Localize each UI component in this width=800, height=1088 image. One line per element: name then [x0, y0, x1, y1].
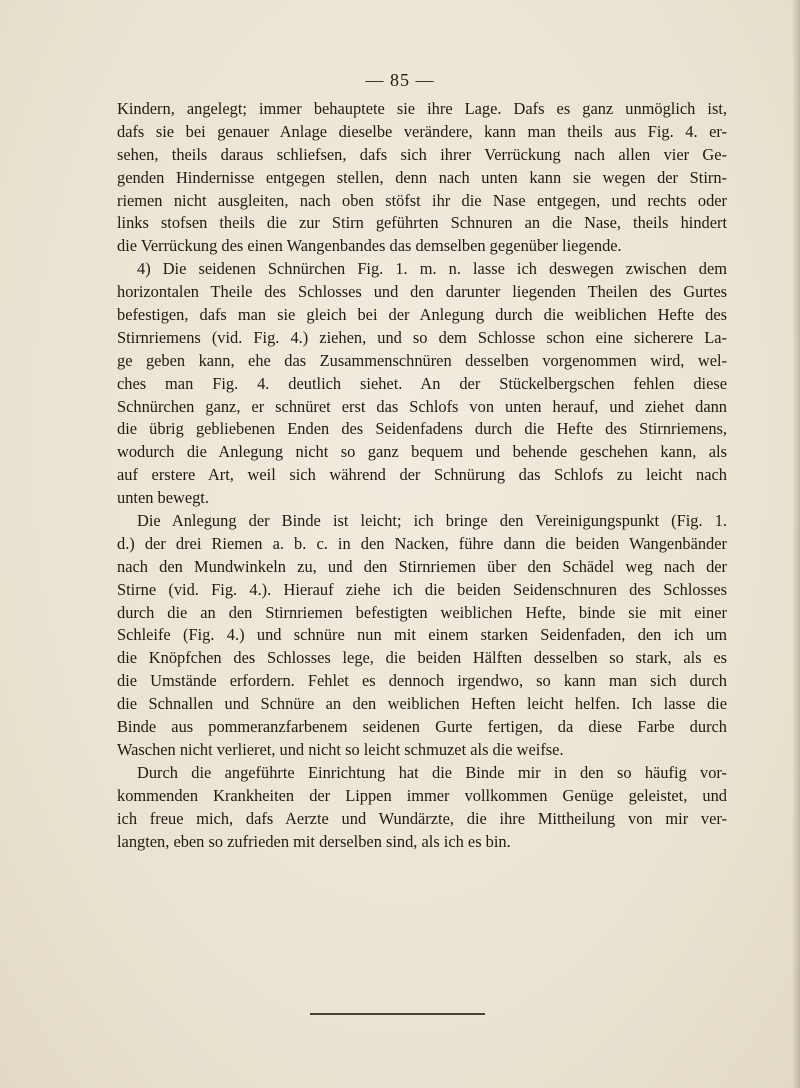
text-line: Waschen nicht verlieret, und nicht so leicht schmuzet als die weifse.: [117, 739, 564, 759]
text-line: die Verrückung des einen Wangenbandes das demselben gegenüber liegende.: [117, 236, 622, 256]
text-line: wodurch die Anlegung nicht so ganz bequem und behende geschehen kann, als: [117, 442, 727, 462]
text-line: horizontalen Theile des Schlosses und den darunter liegenden Theilen des Gurtes: [117, 282, 727, 302]
text-line: Kindern, angelegt; immer behauptete sie ihre Lage. Dafs es ganz unmöglich ist,: [117, 99, 727, 118]
text-line: ge geben kann, ehe das Zusammenschnüren desselben vorgenommen wird, wel-: [117, 350, 727, 370]
text-line: Binde aus pommeranzfarbenem seidenen Gurte fertigen, da diese Farbe durch: [117, 717, 727, 737]
text-line: langten, eben so zufrieden mit derselben sind, als ich es bin.: [117, 831, 511, 851]
page-number: — 85 —: [365, 70, 435, 90]
text-line: dafs sie bei genauer Anlage dieselbe verändere, kann man theils aus Fig. 4. er-: [117, 121, 727, 141]
text-line: Stirne (vid. Fig. 4.). Hierauf ziehe ich die beiden Seidenschnuren des Schlosses: [117, 579, 727, 599]
text-line: die übrig gebliebenen Enden des Seidenfadens durch die Hefte des Stirnriemens,: [117, 419, 727, 439]
text-line: Die Anlegung der Binde ist leicht; ich bringe den Vereinigungspunkt (Fig. 1.: [137, 511, 727, 531]
text-line: ich freue mich, dafs Aerzte und Wundärzte, die ihre Mittheilung von mir ver-: [117, 808, 727, 828]
text-line: sehen, theils daraus schliefsen, dafs sich ihrer Verrückung nach allen vier Ge-: [117, 144, 727, 164]
text-line: die Umstände erfordern. Fehlet es dennoch irgendwo, so kann man sich durch: [117, 671, 727, 691]
text-line: befestigen, dafs man sie gleich bei der Anlegung durch die weiblichen Hefte des: [117, 305, 727, 325]
text-line: genden Hindernisse entgegen stellen, denn nach unten kann sie wegen der Stirn-: [117, 167, 727, 187]
text-line: nach den Mundwinkeln zu, und den Stirnriemen über den Schädel weg nach der: [117, 556, 727, 576]
text-line: auf erstere Art, weil sich während der Schnürung das Schlofs zu leicht nach: [117, 465, 727, 485]
text-line: ches man Fig. 4. deutlich siehet. An der Stückelbergschen fehlen diese: [117, 373, 727, 393]
text-line: unten bewegt.: [117, 488, 209, 508]
text-line: Durch die angeführte Einrichtung hat die Binde mir in den so häufig vor-: [137, 762, 727, 782]
text-line: links stofsen theils die zur Stirn geführten Schnuren an die Nase, theils hindert: [117, 213, 727, 233]
text-line: Stirnriemens (vid. Fig. 4.) ziehen, und so dem Schlosse schon eine sicherere La-: [117, 327, 727, 347]
text-line: 4) Die seidenen Schnürchen Fig. 1. m. n. lasse ich deswegen zwischen dem: [137, 259, 727, 279]
page-edge-shadow: [792, 0, 800, 1088]
text-line: durch die an den Stirnriemen befestigten weiblichen Hefte, binde sie mit einer: [117, 602, 727, 622]
text-line: Schnürchen ganz, er schnüret erst das Schlofs von unten herauf, und ziehet dann: [117, 396, 727, 416]
closing-rule: [310, 1013, 485, 1015]
text-line: riemen nicht ausgleiten, nach oben stöfst ihr die Nase entgegen, und rechts oder: [117, 190, 727, 210]
text-line: d.) der drei Riemen a. b. c. in den Nacken, führe dann die beiden Wangenbänder: [117, 533, 727, 553]
text-line: die Schnallen und Schnüre an den weiblichen Heften leicht helfen. Ich lasse die: [117, 694, 727, 714]
body-text: [117, 98, 727, 853]
text-line: die Knöpfchen des Schlosses lege, die beiden Hälften desselben so stark, als es: [117, 648, 727, 668]
text-line: Schleife (Fig. 4.) und schnüre nun mit einem starken Seidenfaden, den ich um: [117, 625, 727, 645]
text-line: kommenden Krankheiten der Lippen immer vollkommen Genüge geleistet, und: [117, 785, 727, 805]
